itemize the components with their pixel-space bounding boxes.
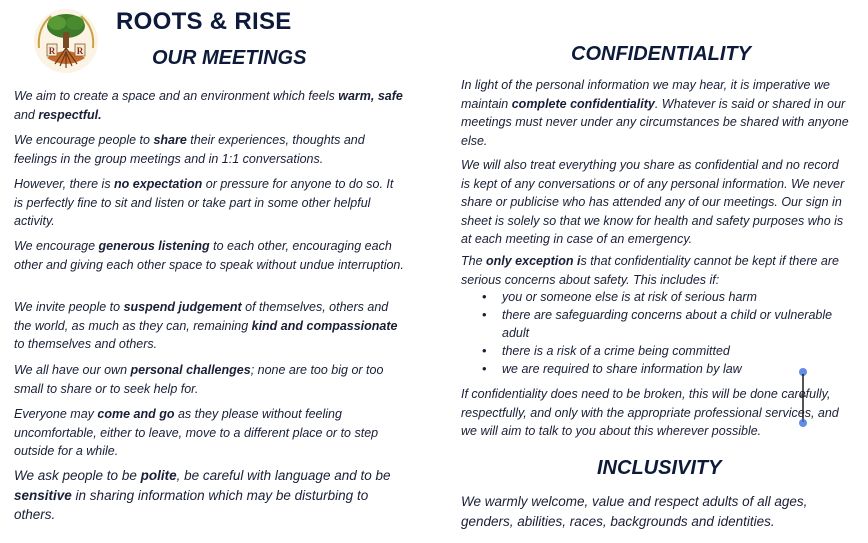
meetings-paragraph-2: We encourage people to share their experiences, thoughts and feelings in the group meetings and in 1:1 conversations. bbox=[14, 133, 365, 166]
confidentiality-paragraph-1: In light of the personal information we may hear, it is imperative we maintain complete confidentiality. Whatever is said or shared in our meetings must never under any circumstances be shared with anyone else. bbox=[461, 78, 849, 148]
list-item: • there are safeguarding concerns about a child or vulnerable adult bbox=[482, 307, 833, 340]
bullet-icon: • bbox=[482, 343, 487, 358]
inclusivity-heading: INCLUSIVITY bbox=[597, 457, 722, 479]
meetings-paragraph-5: We invite people to suspend judgement of themselves, others and the world, as much as they can, remaining kind and compassionate to themselves and others. bbox=[14, 300, 398, 351]
inclusivity-paragraph: We warmly welcome, value and respect adults of all ages, genders, abilities, races, backgrounds and identities. bbox=[461, 494, 808, 529]
meetings-paragraph-3: However, there is no expectation or pressure for anyone to do so. It is perfectly fine to sit and listen or take part in some other helpful activity. bbox=[14, 177, 394, 228]
text-cursor-icon[interactable] bbox=[797, 366, 809, 428]
list-item: • we are required to share information by law bbox=[482, 361, 742, 376]
roots-and-rise-logo bbox=[33, 8, 99, 74]
meetings-paragraph-4: We encourage generous listening to each other, encouraging each other and giving each other space to speak without undue interruption. bbox=[14, 239, 404, 272]
list-item: • you or someone else is at risk of serious harm bbox=[482, 289, 757, 304]
confidentiality-heading: CONFIDENTIALITY bbox=[571, 43, 751, 65]
brand-title: ROOTS & RISE bbox=[116, 8, 292, 35]
meetings-paragraph-7: Everyone may come and go as they please without feeling uncomfortable, either to leave, move to a different place or to step outside for a while. bbox=[14, 407, 379, 458]
meetings-paragraph-1: We aim to create a space and an environment which feels warm, safe and respectful. bbox=[14, 89, 403, 122]
meetings-heading: OUR MEETINGS bbox=[152, 47, 307, 69]
meetings-paragraph-6: We all have our own personal challenges; none are too big or too small to share or to seek help for. bbox=[14, 363, 384, 396]
bullet-icon: • bbox=[482, 289, 487, 304]
confidentiality-paragraph-3: The only exception is that confidentiality cannot be kept if there are serious concerns about safety. This includes if: bbox=[461, 254, 839, 287]
bullet-icon: • bbox=[482, 361, 487, 376]
logo-letter-left: R bbox=[48, 46, 56, 56]
meetings-paragraph-8: We ask people to be polite, be careful with language and to be sensitive in sharing information which may be disturbing to others. bbox=[14, 468, 391, 522]
list-item: • there is a risk of a crime being committed bbox=[482, 343, 730, 358]
confidentiality-paragraph-4: If confidentiality does need to be broken, this will be done carefully, respectfully, and only with the appropriate professional services, and we will aim to talk to you about this wherever possible. bbox=[461, 387, 839, 438]
logo-letter-right: R bbox=[76, 46, 84, 56]
bullet-icon: • bbox=[482, 307, 487, 322]
confidentiality-paragraph-2: We will also treat everything you share as confidential and no record is kept of any conversations or of any personal information. We never share or publicise who has attended any of our meetings. Our sign in sheet is solely so that we know for health and safety purposes who is at each meeting in case of an emergency. bbox=[461, 158, 845, 246]
safety-exceptions-list bbox=[478, 288, 850, 378]
